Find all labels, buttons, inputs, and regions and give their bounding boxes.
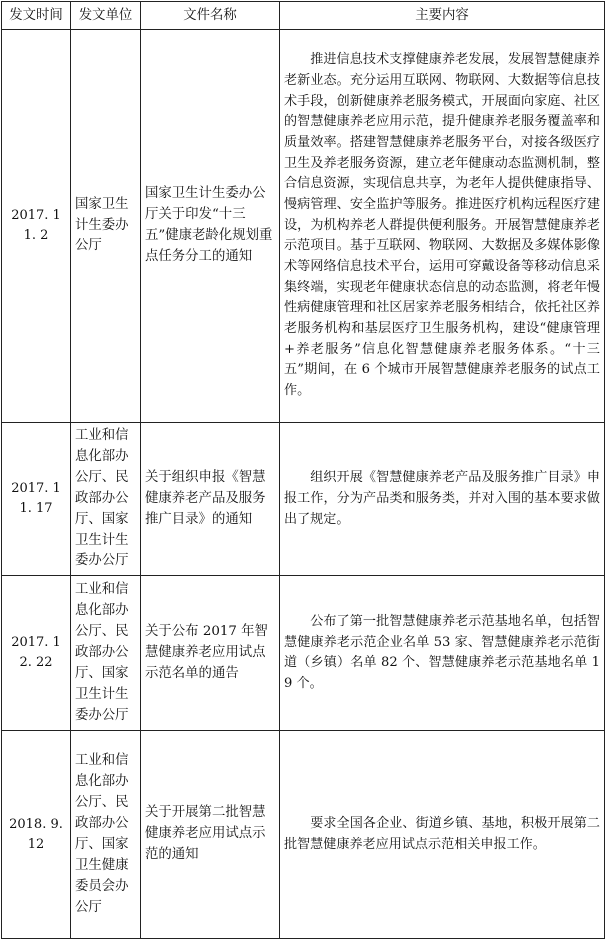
row-date: 2017. 11. 2	[2, 30, 71, 423]
header-issuer: 发文单位	[71, 2, 141, 30]
header-row	[2, 2, 605, 30]
row-content: 推进信息技术支撑健康养老发展，发展智慧健康养老新业态。充分运用互联网、物联网、大数据等信息技术手段，创新健康养老服务模式，开展面向家庭、社区的智慧健康养老应用示范，提升健康养老服务覆盖率和质量效率。搭建智慧健康养老服务平台，对接各级医疗卫生及养老服务资源，建立老年健康动态监测机制，整合信息资源，实现信息共享，为老年人提供健康指导、慢病管理、安全监护等服务。推进医疗机构远程医疗建设，为机构养老人群提供便利服务。开展智慧健康养老示范项目。基于互联网、物联网、大数据及多媒体影像术等网络信息技术平台，运用可穿戴设备等移动信息采集终端，实现老年健康状态信息的动态监测，将老年慢性病健康管理和社区居家养老服务相结合，依托社区养老服务机构和基层医疗卫生服务机构，建设“健康管理+养老服务”信息化智慧健康养老服务体系。“十三五”期间，在 6 个城市开展智慧健康养老服务的试点工作。	[284, 52, 600, 399]
row-content-cell	[280, 30, 605, 423]
row-issuer: 工业和信息化部办公厅、民政部办公厅、国家卫生计生委办公厅	[71, 576, 141, 731]
row-issuer: 国家卫生计生委办公厅	[71, 30, 141, 423]
header-title: 文件名称	[141, 2, 280, 30]
row-date: 2018. 9. 12	[2, 731, 71, 939]
row-title: 关于组织申报《智慧健康养老产品及服务推广目录》的通知	[141, 423, 280, 576]
row-content: 公布了第一批智慧健康养老示范基地名单，包括智慧健康养老示范企业名单 53 家、智慧健康养老示范街道（乡镇）名单 82 个、智慧健康养老示范基地名单 19 个。	[284, 613, 600, 692]
row-content-cell	[280, 576, 605, 731]
table-row	[2, 30, 605, 423]
row-title: 关于公布 2017 年智慧健康养老应用试点示范名单的通告	[141, 576, 280, 731]
header-date: 发文时间	[2, 2, 71, 30]
table-row	[2, 731, 605, 939]
row-content: 组织开展《智慧健康养老产品及服务推广目录》申报工作，分为产品类和服务类，并对入围的基本要求做出了规定。	[284, 470, 600, 527]
row-title: 关于开展第二批智慧健康养老应用试点示范的通知	[141, 731, 280, 939]
table-row	[2, 423, 605, 576]
row-content: 要求全国各企业、街道乡镇、基地，积极开展第二批智慧健康养老应用试点示范相关申报工作。	[284, 816, 600, 852]
header-content: 主要内容	[280, 2, 605, 30]
row-content-cell	[280, 731, 605, 939]
row-issuer: 工业和信息化部办公厅、民政部办公厅、国家卫生计生委办公厅	[71, 423, 141, 576]
policy-table	[1, 1, 605, 939]
row-content-cell	[280, 423, 605, 576]
row-title: 国家卫生计生委办公厅关于印发“十三五”健康老龄化规划重点任务分工的通知	[141, 30, 280, 423]
row-date: 2017. 11. 17	[2, 423, 71, 576]
row-issuer: 工业和信息化部办公厅、民政部办公厅、国家卫生健康委员会办公厅	[71, 731, 141, 939]
row-date: 2017. 12. 22	[2, 576, 71, 731]
table-row	[2, 576, 605, 731]
